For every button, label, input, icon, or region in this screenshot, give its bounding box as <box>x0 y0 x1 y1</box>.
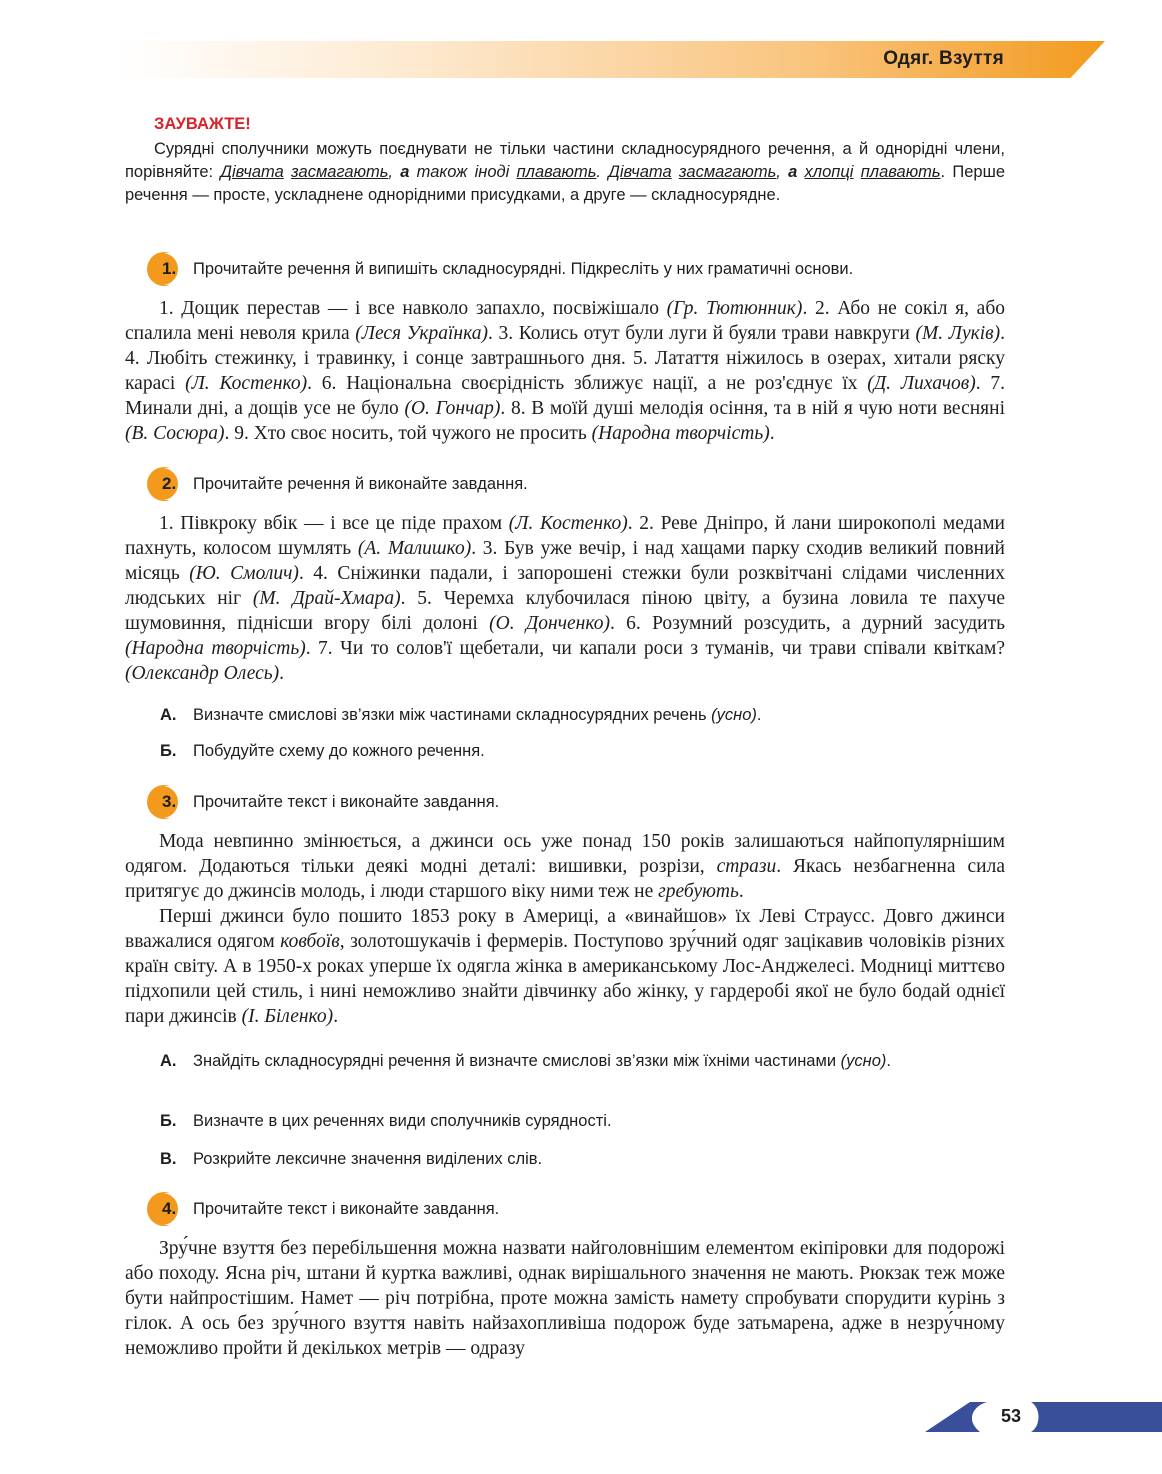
task-instruction: Прочитайте речення й виконайте завдання. <box>193 475 528 493</box>
task-4-header <box>144 1191 1014 1227</box>
task-3-sub-c: В. Розкрийте лексичне значення виділених слів. <box>160 1150 543 1168</box>
task-3-text: Мода невпинно змінюється, а джинси ось уже понад 150 років залишаються найпопулярнішим одягом. Додаються тільки деякі модні деталі: вишивки, розрізи, стрази. Якась незбагненна сила притягує до джинсів молодь, і люди старшого віку ними теж не гребують. Перші джинси було пошито 1853 року в Америці, а «винайшов» їх Леві Страусс. Довго джинси вважалися одягом ковбоїв, золотошукачів і фермерів. Поступово зру́чний одяг зацікавив чоловіків різних країн світу. А в 1950-х роках уперше їх одягла жінка в американському Лос-Анджелесі. Модниці миттєво підхопили цей стиль, і нині неможливо знайти дівчинку або жінку, у гардеробі якої не було бодай однієї пари джинсів (І. Біленко). <box>125 831 1006 1027</box>
task-3-sub-a: А. Знайдіть складносурядні речення й визначте смислові зв’язки між їхніми частинами (усно). <box>160 1052 891 1070</box>
note-title: ЗАУВАЖТЕ! <box>154 115 251 133</box>
page-header-title: Одяг. Взуття <box>883 48 1004 69</box>
task-number: 3. <box>162 792 177 811</box>
task-number: 1. <box>162 259 177 278</box>
task-2-sentences: 1. Півкроку вбік — і все це піде прахом (Л. Костенко). 2. Реве Дніпро, й лани широкополі медами пахнуть, колосом шумлять (А. Малишко). 3. Був уже вечір, і над хащами парку сходив великий повний місяць (Ю. Смолич). 4. Сніжинки падали, і запорошені стежки були розквітчані слідами численних людських ніг (М. Драй-Хмара). 5. Черемха клубочилася піною цвіту, а бузина ловила те пахуче шумовиння, піднісши вгору білі долоні (О. Донченко). 6. Розумний розсудить, а дурний засудить (Народна творчість). 7. Чи то солов'ї щебетали, чи капали роси з туманів, чи трави співали квіткам? (Олександр Олесь). <box>125 513 1005 684</box>
task-3-header <box>144 784 1014 820</box>
task-instruction: Прочитайте текст і виконайте завдання. <box>193 793 500 811</box>
page-number: 53 <box>1001 1406 1022 1426</box>
task-1-header <box>144 251 1014 287</box>
task-1-sentences: 1. Дощик перестав — і все навколо запахло, посвіжішало (Гр. Тютюнник). 2. Або не сокіл я, або спалила мені неволя крила (Леся Українка). 3. Колись отут були луги й буяли трави навкруги (М. Луків). 4. Любіть стежинку, і травинку, і сонце завтрашнього дня. 5. Латаття ніжилось в озерах, хитали ряску карасі (Л. Костенко). 6. Національна своєрідність зближує нації, а не роз'єднує їх (Д. Лихачов). 7. Минали дні, а дощів усе не було (О. Гончар). 8. В моїй душі мелодія осіння, та в ній я чую ноти весняні (В. Сосюра). 9. Хто своє носить, той чужого не просить (Народна творчість). <box>125 298 1005 444</box>
note-body: Сурядні сполучники можуть поєднувати не тільки частини складносурядного речення, а й однорідні члени, порівняйте: Дівчата засмагають, а також іноді плавають. Дівчата засмагають, а хлопці плавають. Перше речення — просте, ускладнене однорідними присудками, а друге — складносурядне. <box>125 140 1006 204</box>
task-2-header <box>144 466 1014 502</box>
task-instruction: Прочитайте текст і виконайте завдання. <box>193 1200 500 1218</box>
footer-band <box>925 1402 1162 1432</box>
task-number: 4. <box>162 1199 177 1218</box>
task-instruction: Прочитайте речення й випишіть складносурядні. Підкресліть у них граматичні основи. <box>193 260 854 278</box>
task-2-sub-b: Б. Побудуйте схему до кожного речення. <box>160 742 485 760</box>
task-number: 2. <box>162 474 177 493</box>
task-3-sub-b: Б. Визначте в цих реченнях види сполучників сурядності. <box>160 1112 612 1130</box>
task-4-text: Зру́чне взуття без перебільшення можна назвати найголовнішим елементом екіпіровки для подорожі або походу. Ясна річ, штани й куртка важливі, однак вирішального значення не мають. Рюкзак теж може бути найпростішим. Намет — річ потрібна, проте можна замість намету спробувати спорудити курінь з гілок. А ось без зру́чного взуття навіть найзахопливіша подорож буде затьмарена, адже в незру́чному неможливо пройти й декількох метрів — одразу <box>125 1238 1005 1359</box>
task-2-sub-a: А. Визначте смислові зв’язки між частинами складносурядних речень (усно). <box>160 706 762 724</box>
